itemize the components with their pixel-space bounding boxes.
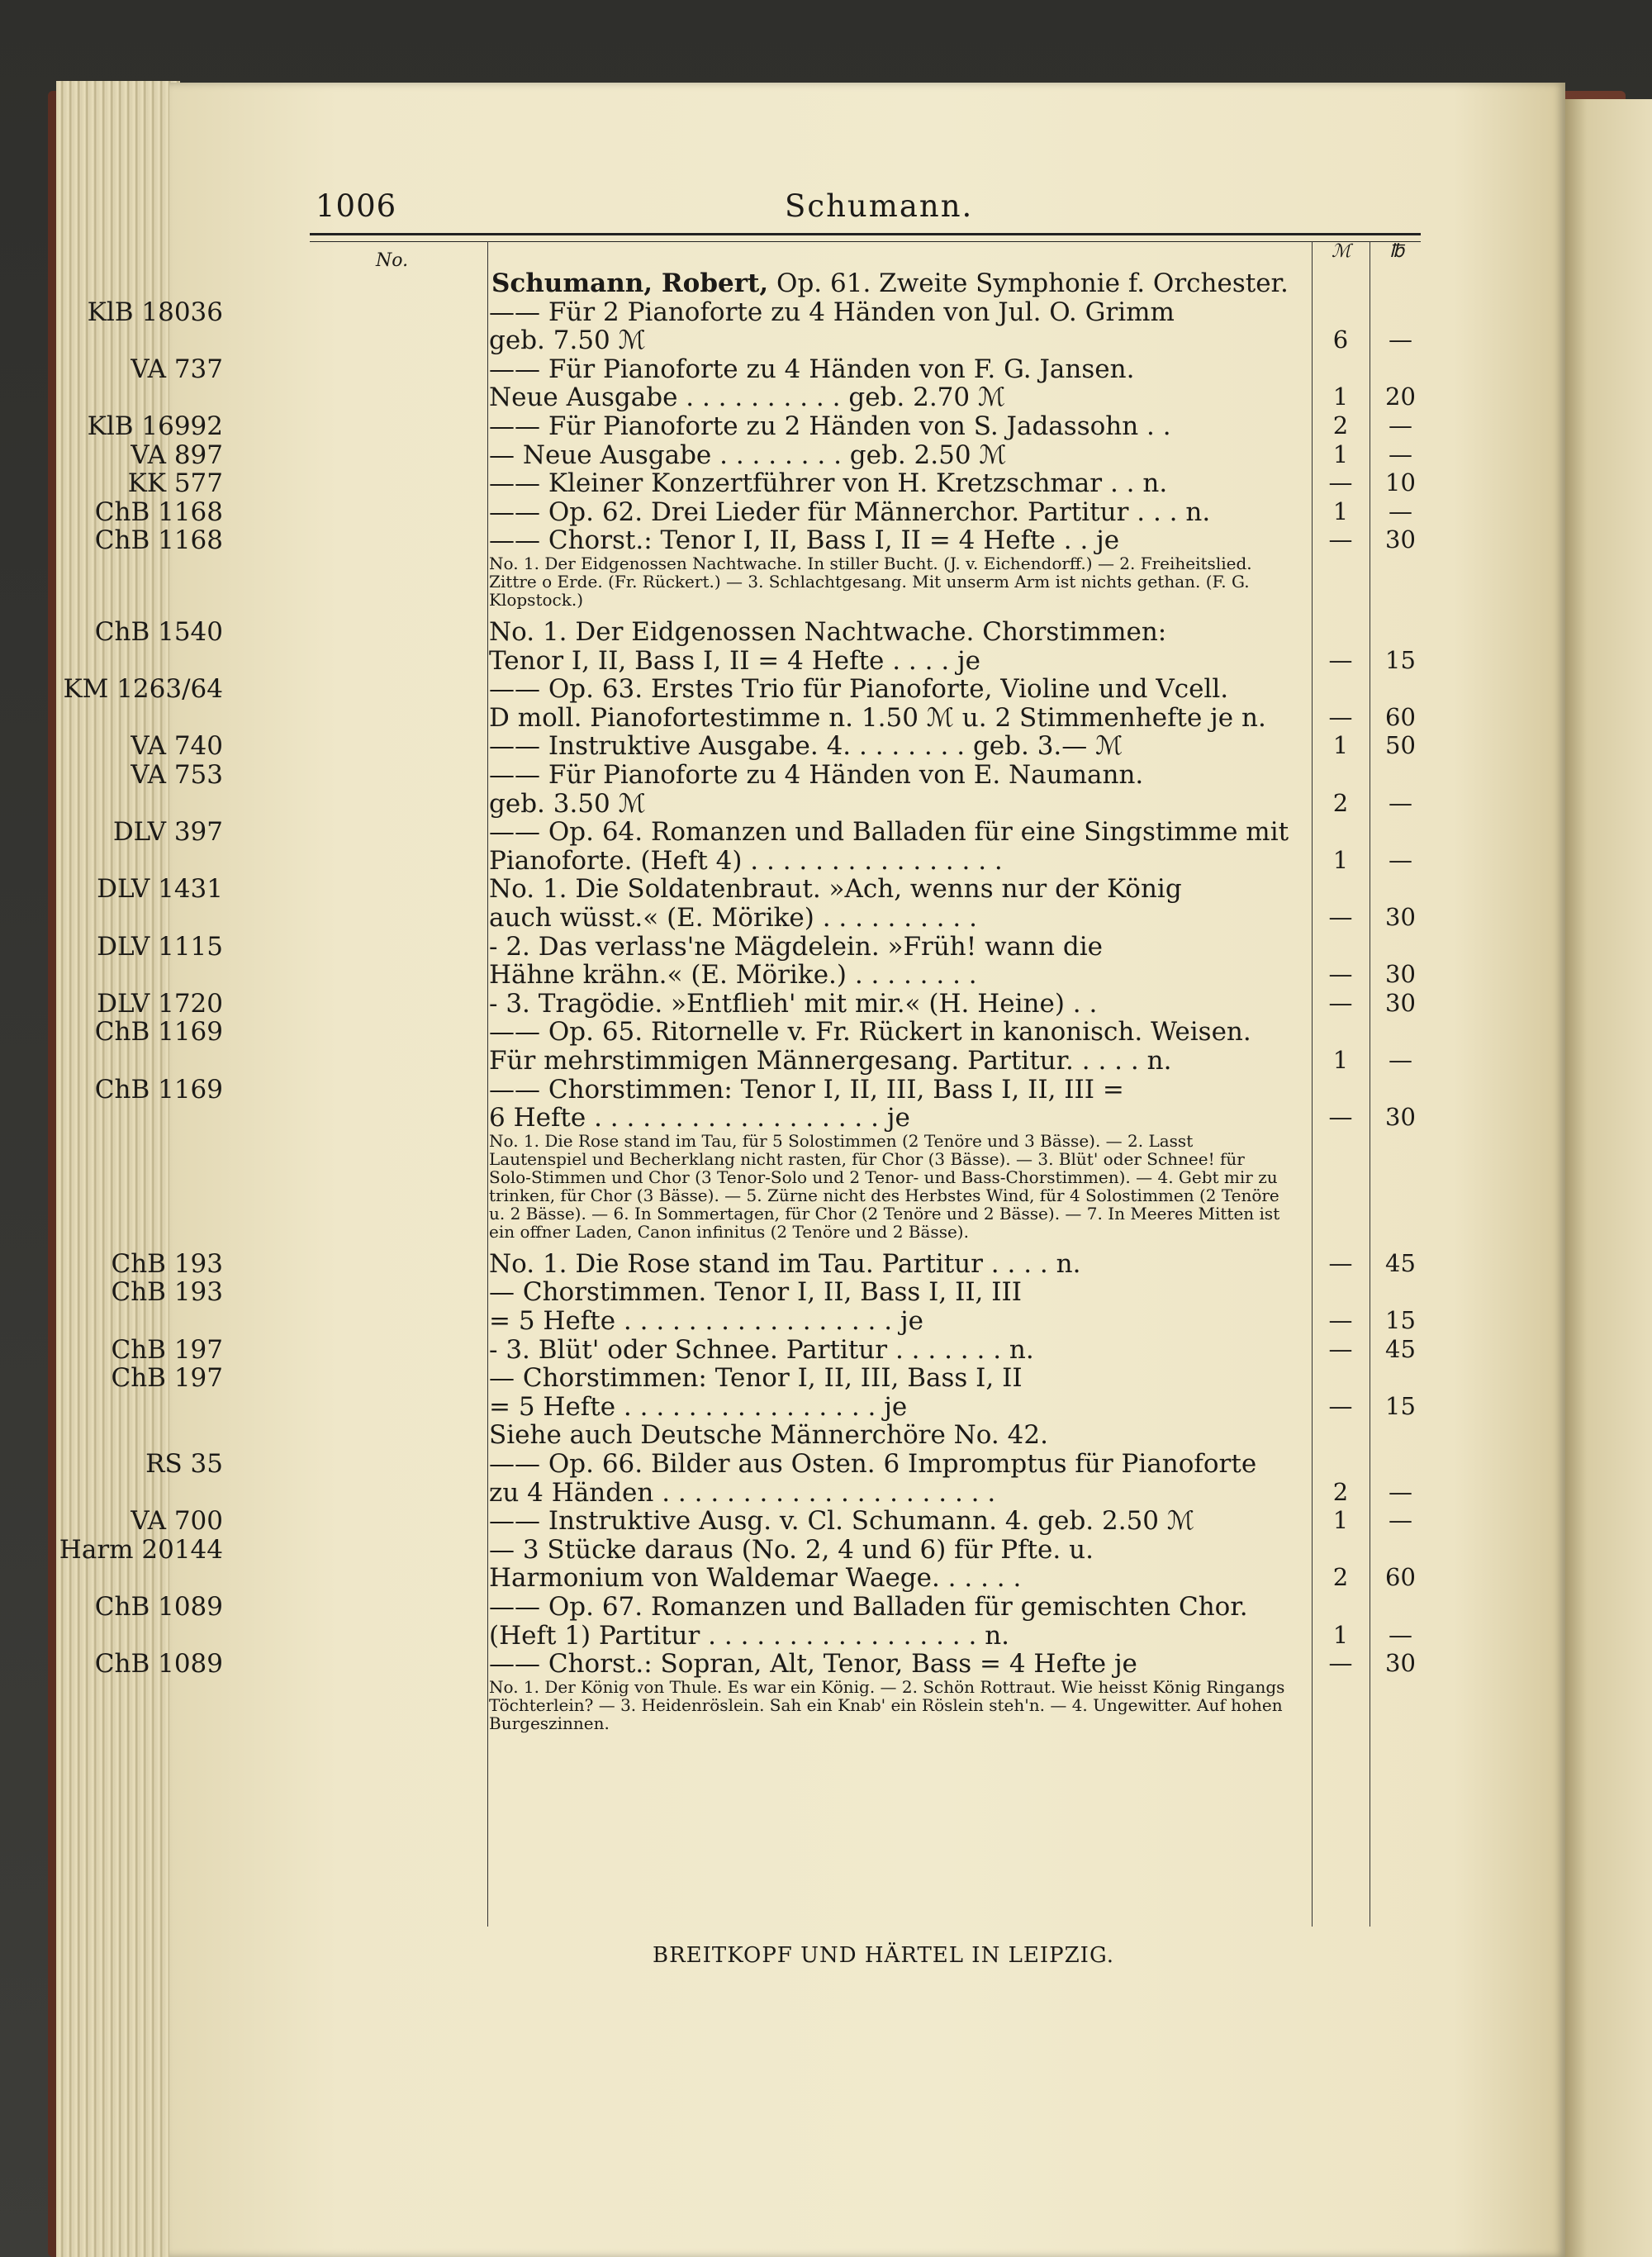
catalog-row: [0, 674, 1404, 705]
catalog-number: Harm 20144: [59, 1534, 223, 1565]
entry-text: geb. 3.50 ℳ: [489, 788, 646, 819]
entry-text: No. 1. Der Eidgenossen Nachtwache. Chorstimmen:: [489, 617, 1167, 647]
price-mark: 2: [1332, 788, 1349, 817]
entry-text: —— Op. 65. Ritornelle v. Fr. Rückert in kanonisch. Weisen.: [489, 1017, 1251, 1048]
catalog-number: KM 1263/64: [63, 674, 223, 705]
entry-text: Harmonium von Waldemar Waege. . . . . .: [489, 1563, 1022, 1594]
entry-text: Hähne krähn.« (E. Mörike.) . . . . . . . .: [489, 960, 977, 991]
price-pfennig: 60: [1385, 1563, 1416, 1592]
publisher-footer: BREITKOPF UND HÄRTEL IN LEIPZIG.: [653, 1943, 1115, 1968]
catalog-row: [0, 325, 1412, 356]
price-mark: 1: [1332, 1620, 1349, 1649]
price-mark: —: [1328, 1391, 1353, 1420]
price-pfennig: 30: [1385, 903, 1416, 931]
entry-text: auch wüsst.« (E. Mörike) . . . . . . . . . .: [489, 903, 977, 933]
catalog-row: [0, 268, 1404, 298]
catalog-row: [0, 440, 1412, 470]
entry-text: — 3 Stücke daraus (No. 2, 4 und 6) für Pfte. u.: [489, 1534, 1094, 1565]
header-rule: [310, 233, 1421, 242]
price-pfennig: 45: [1385, 1248, 1416, 1277]
price-mark: —: [1328, 702, 1353, 731]
entry-text: —— Chorst.: Sopran, Alt, Tenor, Bass = 4 Hefte je: [489, 1649, 1137, 1680]
entry-text: Siehe auch Deutsche Männerchöre No. 42.: [489, 1420, 1048, 1451]
catalog-number: ChB 1169: [94, 1074, 223, 1105]
price-pfennig: —: [1389, 788, 1412, 817]
price-pfennig: —: [1389, 1506, 1412, 1535]
catalog-number: DLV 1115: [97, 931, 223, 962]
price-mark: 1: [1332, 1046, 1349, 1074]
catalog-number: ChB 197: [111, 1334, 223, 1365]
catalog-number: ChB 193: [111, 1248, 223, 1279]
catalog-number: ChB 1089: [94, 1649, 223, 1680]
catalog-row: [0, 468, 1416, 499]
entry-text: - 2. Das verlass'ne Mägdelein. »Früh! wann die: [489, 931, 1103, 962]
catalog-number: KlB 16992: [87, 411, 223, 441]
catalog-number: DLV 397: [112, 817, 223, 848]
entry-text: - 3. Blüt' oder Schnee. Partitur . . . . . . . n.: [489, 1334, 1034, 1365]
entry-text: —— Op. 67. Romanzen und Balladen für gemischten Chor.: [489, 1592, 1248, 1622]
price-mark: —: [1328, 645, 1353, 674]
price-mark: —: [1328, 525, 1353, 554]
catalog-number: KlB 18036: [87, 297, 223, 327]
entry-text: —— Für Pianoforte zu 4 Händen von E. Naumann.: [489, 760, 1144, 790]
price-pfennig: 60: [1385, 702, 1416, 731]
price-pfennig: 20: [1385, 383, 1416, 411]
catalog-number: VA 740: [131, 731, 223, 762]
price-pfennig: 30: [1385, 1649, 1416, 1678]
entry-text: —— Für Pianoforte zu 2 Händen von S. Jadassohn . .: [489, 411, 1171, 441]
catalog-row: [0, 354, 1404, 384]
catalog-row: [0, 1477, 1412, 1508]
price-mark: 1: [1332, 1506, 1349, 1535]
catalog-row: [0, 731, 1416, 762]
price-mark: —: [1328, 1248, 1353, 1277]
catalog-row: [0, 1676, 1404, 1733]
running-head: Schumann.: [785, 188, 974, 224]
entry-text: = 5 Hefte . . . . . . . . . . . . . . . . je: [489, 1391, 908, 1422]
entry-text: — Chorstimmen. Tenor I, II, Bass I, II, III: [489, 1277, 1023, 1308]
catalog-row: [0, 1506, 1412, 1537]
entry-text: —— Chorstimmen: Tenor I, II, III, Bass I, II, III =: [489, 1074, 1124, 1105]
catalog-row: [0, 1620, 1412, 1651]
catalog-row: [0, 554, 1404, 610]
catalog-row: [0, 1277, 1404, 1308]
column-head-pfennig: ℔: [1389, 241, 1404, 262]
entry-text: —— Op. 66. Bilder aus Osten. 6 Impromptus für Pianoforte: [489, 1449, 1257, 1479]
price-pfennig: 30: [1385, 988, 1416, 1017]
catalog-row: [0, 874, 1404, 905]
entry-text: —— Chorst.: Tenor I, II, Bass I, II = 4 Hefte . . je: [489, 525, 1120, 556]
facing-page-edge: [1565, 99, 1652, 2257]
price-pfennig: —: [1389, 845, 1412, 874]
catalog-number: VA 737: [131, 354, 223, 384]
entry-text: Neue Ausgabe . . . . . . . . . . geb. 2.70 ℳ: [489, 383, 1006, 413]
catalog-row: [0, 1563, 1416, 1594]
price-pfennig: —: [1389, 325, 1412, 354]
catalog-row: [0, 1017, 1404, 1048]
entry-text: Schumann, Robert, Op. 61. Zweite Symphonie f. Orchester.: [491, 268, 1289, 298]
price-pfennig: —: [1389, 1477, 1412, 1506]
catalog-row: [0, 497, 1412, 527]
catalog-row: [0, 1534, 1404, 1565]
entry-text: —— Op. 62. Drei Lieder für Männerchor. Partitur . . . n.: [489, 497, 1211, 527]
catalog-number: ChB 1168: [94, 497, 223, 527]
catalog-row: [0, 617, 1404, 647]
catalog-number: DLV 1431: [97, 874, 223, 905]
catalog-row: [0, 411, 1412, 441]
price-mark: —: [1328, 468, 1353, 497]
price-mark: 6: [1332, 325, 1349, 354]
price-mark: —: [1328, 1334, 1353, 1363]
price-mark: —: [1328, 960, 1353, 989]
entry-text: —— Instruktive Ausg. v. Cl. Schumann. 4. geb. 2.50 ℳ: [489, 1506, 1195, 1537]
entry-text: = 5 Hefte . . . . . . . . . . . . . . . . . je: [489, 1306, 923, 1336]
contents-note: No. 1. Die Rose stand im Tau, für 5 Solostimmen (2 Tenöre und 3 Bässe). — 2. Lasst Lautenspiel und Becherklang nicht rasten, für Chor (3 Bässe). — 3. Blüt' oder Schnee! für Solo-Stimmen und Chor (3 Tenor-Solo und 2 Tenor- und Bass-Chorstimmen). — 4. Gebt mir zu trinken, für Chor (3 Bässe). — 5. Zürne nicht des Herbstes Wind, für 4 Solostimmen (2 Tenöre u. 2 Bässe). — 6. In Sommertagen, für Chor (2 Tenöre und 2 Bässe). — 7. In Meeres Mitten ist ein offner Laden, Canon infinitus (2 Tenöre und 2 Bässe).: [489, 1130, 1280, 1242]
catalog-number: ChB 197: [111, 1363, 223, 1394]
catalog-number: VA 897: [131, 440, 223, 470]
column-head-number: No.: [376, 250, 409, 271]
entry-text: —— Op. 63. Erstes Trio für Pianoforte, Violine und Vcell.: [489, 674, 1229, 705]
catalog-number: VA 753: [131, 760, 223, 790]
entry-text: zu 4 Händen . . . . . . . . . . . . . . . . . . . . .: [489, 1477, 996, 1508]
price-mark: 2: [1332, 1477, 1349, 1506]
entry-text: —— Für 2 Pianoforte zu 4 Händen von Jul. O. Grimm: [489, 297, 1175, 327]
entry-text: Pianoforte. (Heft 4) . . . . . . . . . . . . . . . .: [489, 845, 1003, 876]
price-pfennig: —: [1389, 411, 1412, 440]
catalog-row: [0, 525, 1416, 556]
entry-text: - 3. Tragödie. »Entflieh' mit mir.« (H. Heine) . .: [489, 988, 1098, 1019]
price-pfennig: 30: [1385, 960, 1416, 989]
catalog-row: [0, 1074, 1404, 1105]
entry-text: geb. 7.50 ℳ: [489, 325, 646, 356]
price-mark: 2: [1332, 411, 1349, 440]
catalog-row: [0, 1334, 1416, 1365]
price-pfennig: —: [1389, 440, 1412, 468]
price-pfennig: 15: [1385, 1306, 1416, 1334]
author-name: Schumann, Robert,: [491, 268, 769, 298]
catalog-number: ChB 193: [111, 1277, 223, 1308]
entry-text: No. 1. Die Rose stand im Tau. Partitur . . . . n.: [489, 1248, 1081, 1279]
entry-text: —— Für Pianoforte zu 4 Händen von F. G. Jansen.: [489, 354, 1135, 384]
price-pfennig: 30: [1385, 1103, 1416, 1132]
catalog-row: [0, 1592, 1404, 1622]
catalog-number: KK 577: [127, 468, 223, 499]
price-pfennig: 45: [1385, 1334, 1416, 1363]
price-mark: 1: [1332, 440, 1349, 468]
page-number: 1006: [316, 188, 397, 224]
price-mark: —: [1328, 903, 1353, 931]
catalog-row: [0, 1649, 1416, 1680]
entry-text: — Neue Ausgabe . . . . . . . . geb. 2.50 ℳ: [489, 440, 1007, 470]
catalog-row: [0, 1306, 1416, 1336]
catalog-row: [0, 903, 1416, 933]
price-mark: —: [1328, 1306, 1353, 1334]
catalog-number: ChB 1089: [94, 1592, 223, 1622]
catalog-row: [0, 845, 1412, 876]
catalog-row: [0, 1363, 1404, 1394]
catalog-row: [0, 960, 1416, 991]
column-head-mark: ℳ: [1332, 241, 1351, 262]
price-mark: 2: [1332, 1563, 1349, 1592]
catalog-number: ChB 1540: [94, 617, 223, 647]
price-mark: —: [1328, 988, 1353, 1017]
entry-text: D moll. Pianofortestimme n. 1.50 ℳ u. 2 Stimmenhefte je n.: [489, 702, 1266, 733]
catalog-row: [0, 760, 1404, 790]
entry-text: (Heft 1) Partitur . . . . . . . . . . . . . . . . . n.: [489, 1620, 1010, 1651]
catalog-number: RS 35: [145, 1449, 223, 1479]
price-pfennig: 10: [1385, 468, 1416, 497]
catalog-row: [0, 1130, 1404, 1242]
catalog-row: [0, 1391, 1416, 1422]
entry-text: — Chorstimmen: Tenor I, II, III, Bass I, II: [489, 1363, 1023, 1394]
entry-text: 6 Hefte . . . . . . . . . . . . . . . . . . je: [489, 1103, 910, 1133]
entry-text: —— Kleiner Konzertführer von H. Kretzschmar . . n.: [489, 468, 1168, 499]
catalog-row: [0, 817, 1404, 848]
catalog-number: ChB 1169: [94, 1017, 223, 1048]
catalog-row: [0, 1420, 1404, 1451]
price-mark: 1: [1332, 845, 1349, 874]
catalog-row: [0, 702, 1416, 733]
entry-text: —— Instruktive Ausgabe. 4. . . . . . . . geb. 3.— ℳ: [489, 731, 1123, 762]
price-mark: 1: [1332, 383, 1349, 411]
catalog-number: ChB 1168: [94, 525, 223, 556]
price-pfennig: 30: [1385, 525, 1416, 554]
price-pfennig: —: [1389, 1046, 1412, 1074]
catalog-row: [0, 1046, 1412, 1076]
catalog-row: [0, 297, 1404, 327]
catalog-number: VA 700: [131, 1506, 223, 1537]
price-pfennig: —: [1389, 1620, 1412, 1649]
catalog-row: [0, 931, 1404, 962]
catalog-number: DLV 1720: [97, 988, 223, 1019]
price-mark: 1: [1332, 497, 1349, 525]
entry-text: —— Op. 64. Romanzen und Balladen für eine Singstimme mit: [489, 817, 1289, 848]
entry-text: Tenor I, II, Bass I, II = 4 Hefte . . . . je: [489, 645, 981, 676]
catalog-row: [0, 645, 1416, 676]
price-pfennig: 50: [1385, 731, 1416, 760]
entry-text: No. 1. Die Soldatenbraut. »Ach, wenns nur der König: [489, 874, 1182, 905]
price-pfennig: 15: [1385, 1391, 1416, 1420]
price-mark: —: [1328, 1103, 1353, 1132]
price-pfennig: —: [1389, 497, 1412, 525]
column-rule-left: [487, 241, 488, 1927]
price-pfennig: 15: [1385, 645, 1416, 674]
catalog-row: [0, 1449, 1404, 1479]
contents-note: No. 1. Der Eidgenossen Nachtwache. In stiller Bucht. (J. v. Eichendorff.) — 2. Freiheitslied. Zittre o Erde. (Fr. Rückert.) — 3. Schlachtgesang. Mit unserm Arm ist nichts gethan. (F. G. Klopstock.): [489, 554, 1252, 610]
catalog-row: [0, 788, 1412, 819]
contents-note: No. 1. Der König von Thule. Es war ein König. — 2. Schön Rottraut. Wie heisst König Ringangs Töchterlein? — 3. Heidenröslein. Sah ein Knab' ein Röslein steh'n. — 4. Ungewitter. Auf hohen Burgeszinnen.: [489, 1676, 1285, 1733]
catalog-row: [0, 1248, 1416, 1279]
price-mark: —: [1328, 1649, 1353, 1678]
catalog-row: [0, 1103, 1416, 1133]
page-edges: [56, 81, 180, 2257]
entry-text: Für mehrstimmigen Männergesang. Partitur. . . . . n.: [489, 1046, 1172, 1076]
price-mark: 1: [1332, 731, 1349, 760]
catalog-row: [0, 988, 1416, 1019]
